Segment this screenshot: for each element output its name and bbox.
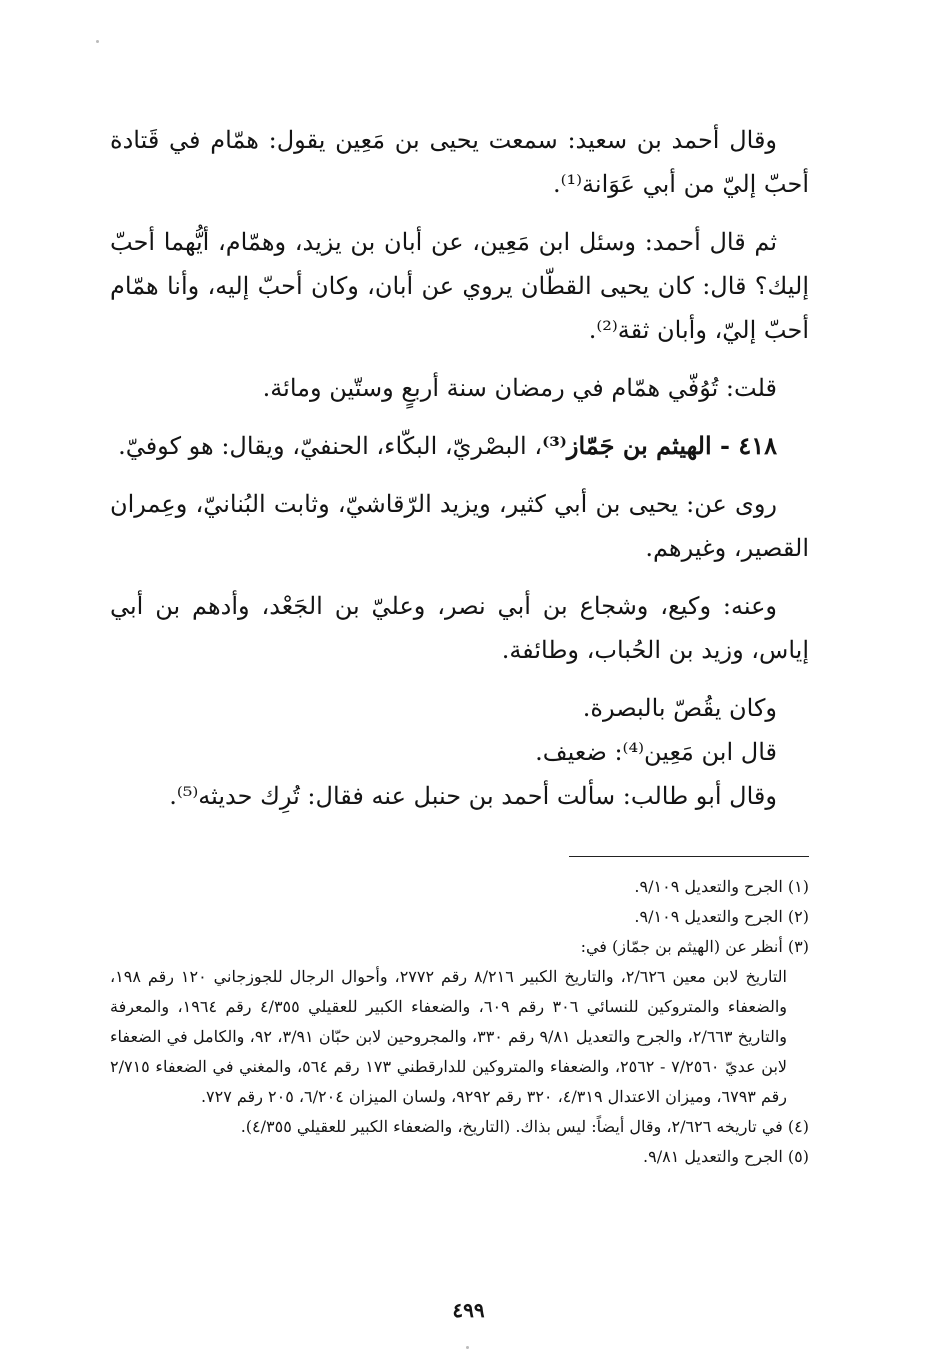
footnote-2: (٢) الجرح والتعديل ٩/١٠٩. xyxy=(634,907,809,926)
footnote-3: (٣) أنظر عن (الهيثم بن جمّاز) في: xyxy=(580,937,809,956)
paragraph-3: قلت: تُوُفّي همّام في رمضان سنة أربعٍ وستّين ومائة. xyxy=(262,374,777,402)
entry-rest: ، البصْريّ، البكّاء، الحنفيّ، ويقال: هو كوفيّ. xyxy=(118,432,543,460)
footnotes xyxy=(110,872,809,1172)
scan-speck xyxy=(96,40,99,43)
paragraph-2: ثم قال أحمد: وسئل ابن مَعِين، عن أبان بن يزيد، وهمّام، أيُّهما أحبّ إليك؟ قال: كان يحيى القطّان يروي عن أبان، وكان أحبّ إليه، وأنا همّام أحبّ إليّ، وأبان ثقة⁽²⁾. xyxy=(110,228,809,344)
footnote-separator xyxy=(569,856,809,857)
paragraph-narrated-by: وعنه: وكيع، وشجاع بن أبي نصر، وعليّ بن الجَعْد، وأدهم بن أبي إياس، وزيد بن الحُباب، وطائفة. xyxy=(110,592,809,664)
footnote-5: (٥) الجرح والتعديل ٩/٨١. xyxy=(643,1147,809,1166)
line-2: قال ابن مَعِين⁽⁴⁾: ضعيف. xyxy=(535,738,777,766)
scan-speck xyxy=(466,1346,469,1349)
paragraph-narrated-from: روى عن: يحيى بن أبي كثير، ويزيد الرّقاشيّ، وثابت البُنانيّ، وعِمران القصير، وغيرهم. xyxy=(110,490,809,562)
paragraph-1: وقال أحمد بن سعيد: سمعت يحيى بن مَعِين يقول: همّام في قَتادة أحبّ إليّ من أبي عَوَانة⁽¹⁾. xyxy=(110,126,809,198)
footnote-4: (٤) في تاريخه ٢/٦٢٦، وقال أيضاً: ليس بذاك. (التاريخ، والضعفاء الكبير للعقيلي ٤/٣٥٥). xyxy=(240,1117,809,1136)
page-number: ٤٩٩ xyxy=(452,1298,485,1322)
footnote-3-body: التاريخ لابن معين ٢/٦٢٦، والتاريخ الكبير ٨/٢١٦ رقم ٢٧٧٢، وأحوال الرجال للجوزجاني ١٢٠ رقم ١٩٨، والضعفاء والمتروكين للنسائي ٣٠٦ رقم ٦٠٩، والضعفاء الكبير للعقيلي ٤/٣٥٥ رقم ١٩٦٤، والمعرفة والتاريخ ٢/٦٦٣، والجرح والتعديل ٩/٨١ رقم ٣٣٠، والمجروحين لابن حبّان ٣/٩١، ٩٢، والكامل في الضعفاء لابن عديّ ٧/٢٥٦٠ - ٢٥٦٢، والضعفاء والمتروكين للدارقطني ١٧٣ رقم ٥٦٤، والمغني في الضعفاء ٢/٧١٥ رقم ٦٧٩٣، وميزان الاعتدال ٤/٣١٩، ٣٢٠ رقم ٩٢٩٢، ولسان الميزان ٦/٢٠٤، ٢٠٥ رقم ٧٢٧. xyxy=(110,967,788,1106)
biography-entry-418 xyxy=(110,424,809,468)
footnote-1: (١) الجرح والتعديل ٩/١٠٩. xyxy=(634,877,809,896)
line-1: وكان يقُصّ بالبصرة. xyxy=(582,694,777,722)
entry-heading: ٤١٨ - الهيثم بن جَمّاز⁽³⁾ xyxy=(542,431,777,460)
line-3: وقال أبو طالب: سألت أحمد بن حنبل عنه فقال: تُرِك حديثه⁽⁵⁾. xyxy=(169,782,777,810)
main-text xyxy=(110,118,809,818)
